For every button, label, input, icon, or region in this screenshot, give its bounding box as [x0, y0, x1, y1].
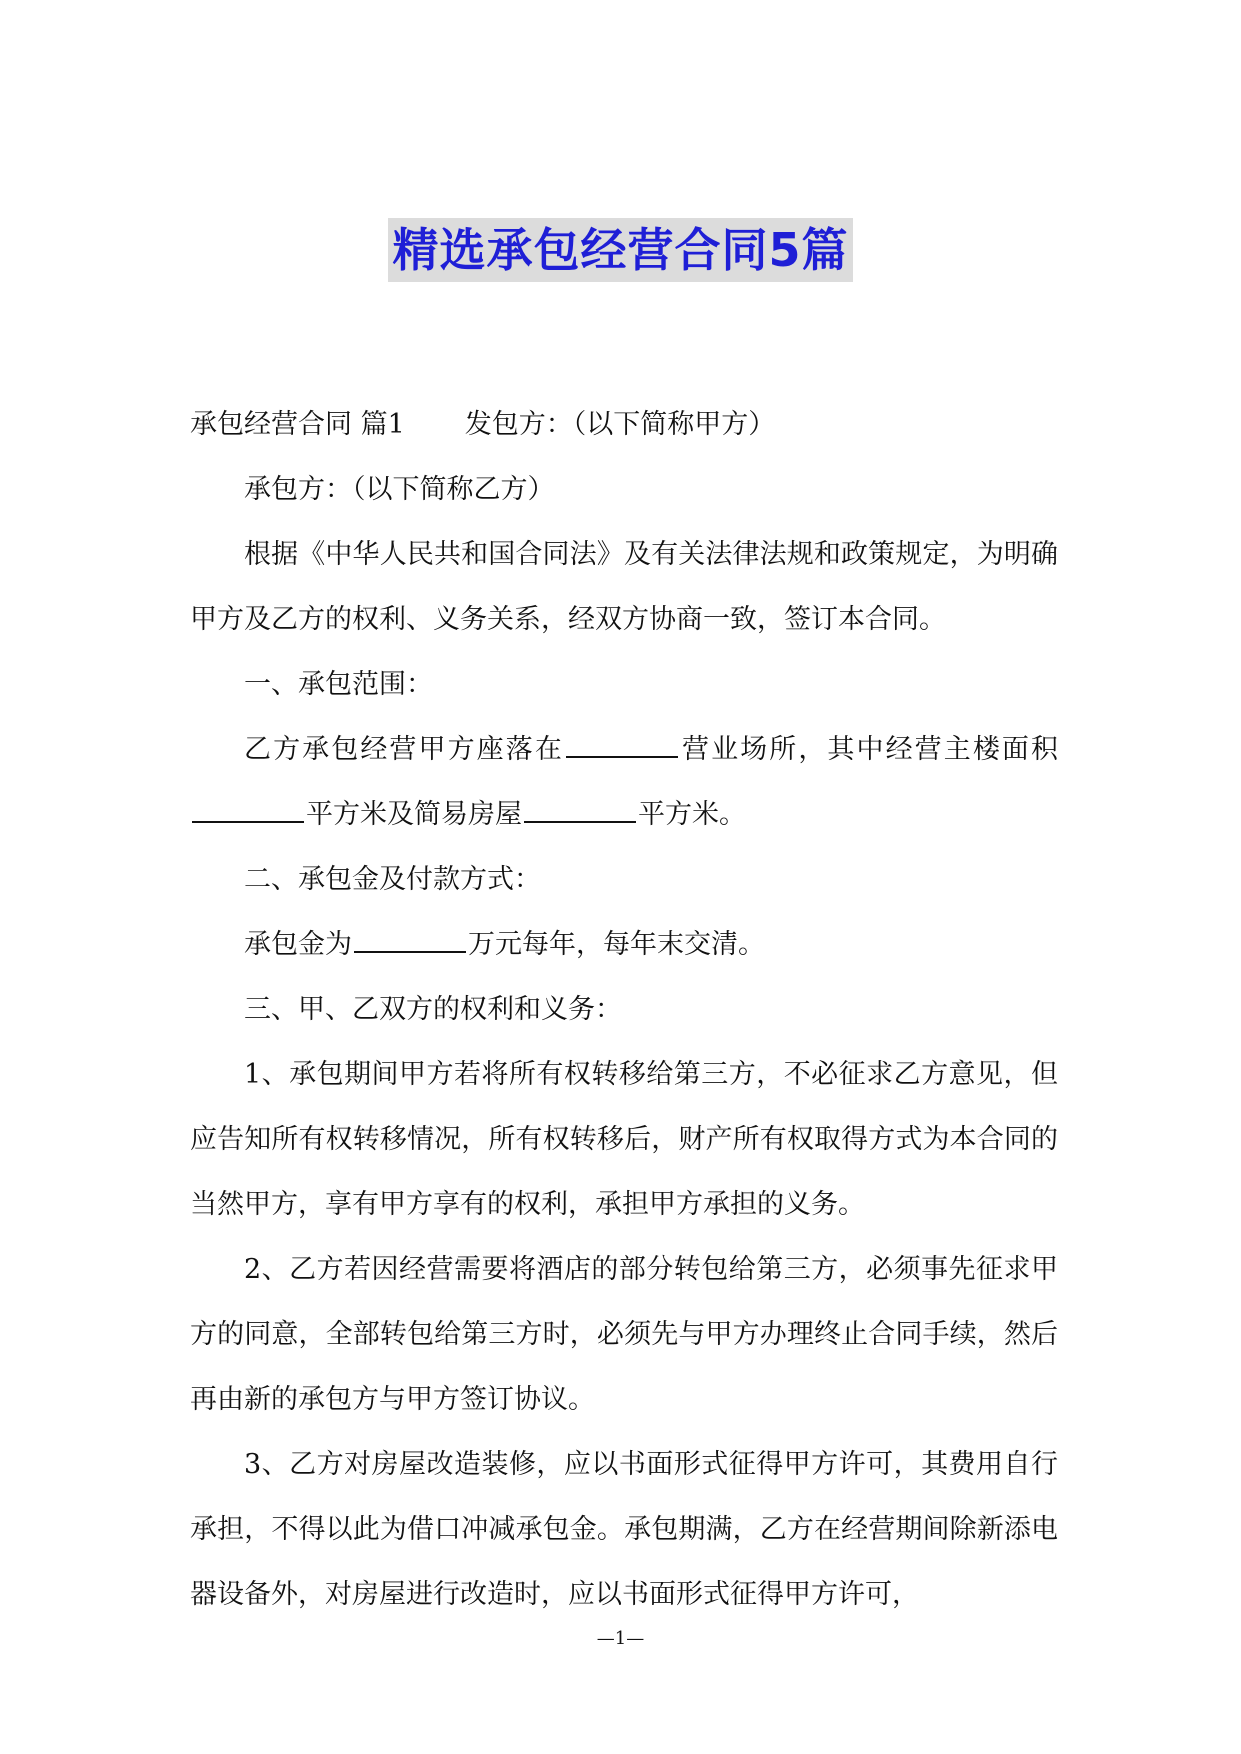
scope-text-3: 平方米及简易房屋: [306, 799, 522, 830]
scope-text-4: 平方米。: [638, 799, 746, 830]
blank-field-fee[interactable]: [354, 929, 466, 953]
issuer-line: 发包方：（以下简称甲方）: [464, 409, 776, 440]
heading-scope: 一、承包范围：: [244, 669, 433, 700]
paragraph-contractor: 承包方：（以下简称乙方）: [244, 474, 555, 505]
scope-text-2: 营业场所，其中经营主楼面积: [679, 734, 1059, 765]
clause-1: 1、承包期间甲方若将所有权转移给第三方，不必征求乙方意见，但应告知所有权转移情况，所有权转移后，财产所有权取得方式为本合同的当然甲方，享有甲方享有的权利，承担甲方承担的义务。: [190, 1059, 1058, 1220]
blank-field-main-area[interactable]: [192, 799, 304, 823]
clause-3: 3、乙方对房屋改造装修，应以书面形式征得甲方许可，其费用自行承担，不得以此为借口冲减承包金。承包期满，乙方在经营期间除新添电器设备外，对房屋进行改造时，应以书面形式征得甲方许可，: [190, 1449, 1058, 1610]
contract-section-label: 承包经营合同 篇1: [190, 409, 405, 440]
blank-field-simple-area[interactable]: [524, 799, 636, 823]
fee-text-2: 万元每年，每年末交清。: [468, 929, 765, 960]
paragraph-scope: [190, 717, 1058, 847]
clause-2: 2、乙方若因经营需要将酒店的部分转包给第三方，必须事先征求甲方的同意，全部转包给第三方时，必须先与甲方办理终止合同手续，然后再由新的承包方与甲方签订协议。: [190, 1254, 1058, 1415]
title-container: [0, 218, 1241, 282]
heading-fee: 二、承包金及付款方式：: [244, 864, 541, 895]
paragraph-preamble: 根据《中华人民共和国合同法》及有关法律法规和政策规定，为明确甲方及乙方的权利、义务关系，经双方协商一致，签订本合同。: [190, 539, 1058, 635]
first-line: [190, 392, 1058, 457]
paragraph-fee: [190, 912, 1058, 977]
document-title: 精选承包经营合同5篇: [388, 218, 852, 282]
document-body: [190, 392, 1058, 1627]
page-number: —1—: [596, 1628, 645, 1649]
scope-text-1: 乙方承包经营甲方座落在: [244, 734, 564, 765]
blank-field-location[interactable]: [566, 734, 678, 758]
heading-rights: 三、甲、乙双方的权利和义务：: [244, 994, 622, 1025]
fee-text-1: 承包金为: [244, 929, 352, 960]
